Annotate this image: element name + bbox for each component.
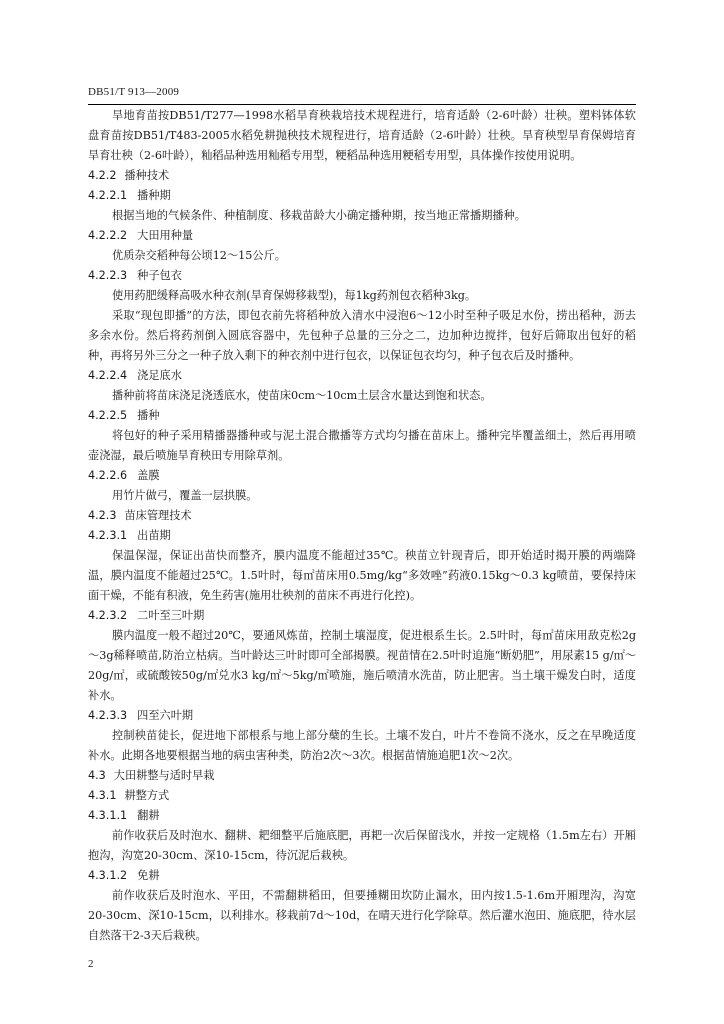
section-title: 种子包衣 [137, 269, 182, 282]
section-number: 4.3.1.1 [88, 809, 128, 822]
section-title: 播种技术 [124, 169, 170, 182]
section-number: 4.2.2.1 [88, 189, 128, 202]
section-number: 4.2.2.6 [88, 469, 128, 482]
section-number: 4.2.3.3 [88, 709, 128, 722]
paragraph: 根据当地的气候条件、种植制度、移栽苗龄大小确定播种期，按当地正常播期播种。 [112, 209, 526, 222]
section-heading [88, 226, 636, 246]
paragraph: 用竹片做弓，覆盖一层拱膜。 [112, 489, 258, 502]
section-title: 免耕 [137, 869, 160, 882]
section-title: 大田耕整与适时早栽 [113, 769, 215, 782]
section-heading [88, 406, 636, 426]
section-heading [88, 166, 636, 186]
section-number: 4.2.2 [88, 169, 117, 182]
section-title: 耕整方式 [124, 789, 170, 802]
paragraph: 前作收获后及时泡水、翻耕、耙细整平后施底肥，再耙一次后保留浅水，并按一定规格（1.5m左右）开厢抱沟，沟宽20-30cm、深10-15cm，待沉泥后栽秧。 [88, 829, 636, 862]
paragraph: 控制秧苗徒长，促进地下部根系与地上部分蘖的生长。土壤不发白，叶片不卷筒不浇水，反之在早晚适度补水。此期各地要根据当地的病虫害种类，防治2次～3次。根据苗情施追肥1次～2次。 [88, 729, 636, 762]
section-number: 4.2.2.2 [88, 229, 128, 242]
paragraph: 前作收获后及时泡水、平田，不需翻耕稻田，但要捶糊田坎防止漏水，田内按1.5-1.6m开厢理沟，沟宽20-30cm、深10-15cm，以利排水。移栽前7d～10d，在晴天进行化学除草。然后灌水泡田、施底肥，待水层自然落干2-3天后栽秧。 [88, 889, 636, 942]
section-number: 4.2.2.3 [88, 269, 128, 282]
section-number: 4.2.2.5 [88, 409, 128, 422]
paragraph: 采取“现包即播”的方法，即包衣前先将稻种放入清水中浸泡6～12小时至种子吸足水份，捞出稻种，沥去多余水份。然后将药剂倒入圆底容器中，先包种子总量的三分之二，边加种边搅拌，包好后筛取出包好的稻种，再将另外三分之一种子放入剩下的种衣剂中进行包衣，以保证包衣均匀，种子包衣后及时播种。 [88, 309, 636, 362]
paragraph: 膜内温度一般不超过20℃，要通风炼苗，控制土壤湿度，促进根系生长。2.5叶时，每㎡苗床用敌克松2g～3g稀释喷苗,防治立枯病。当叶龄达三叶时即可全部揭膜。视苗情在2.5叶时追施“断奶肥”，用尿素15 g/㎡～20g/㎡，或硫酸铵50g/㎡兑水3 kg/㎡～5kg/㎡喷施，施后喷清水洗苗，防止肥害。当土壤干燥发白时，适度补水。 [88, 629, 636, 702]
paragraph: 将包好的种子采用精播器播种或与泥土混合撒播等方式均匀播在苗床上。播种完毕覆盖细土，然后再用喷壶浇湿，最后喷施旱育秧田专用除草剂。 [88, 429, 636, 462]
section-title: 出苗期 [137, 529, 171, 542]
section-title: 浇足底水 [137, 369, 182, 382]
section-heading [88, 266, 636, 286]
section-number: 4.2.3.1 [88, 529, 128, 542]
paragraph: 优质杂交稻种每公顷12～15公斤。 [112, 249, 286, 262]
section-number: 4.3.1 [88, 789, 117, 802]
section-heading [88, 506, 636, 526]
header-rule [88, 104, 636, 105]
section-title: 播种期 [137, 189, 171, 202]
section-heading [88, 606, 636, 626]
section-title: 翻耕 [137, 809, 160, 822]
section-number: 4.3 [88, 769, 106, 782]
page-number: 2 [88, 958, 94, 970]
section-heading [88, 706, 636, 726]
section-heading [88, 786, 636, 806]
section-title: 大田用种量 [137, 229, 194, 242]
section-heading [88, 806, 636, 826]
section-heading [88, 466, 636, 486]
section-number: 4.2.3.2 [88, 609, 128, 622]
section-title: 四至六叶期 [137, 709, 194, 722]
section-heading [88, 366, 636, 386]
section-heading [88, 186, 636, 206]
section-heading [88, 866, 636, 886]
document-body [88, 106, 636, 946]
section-number: 4.2.2.4 [88, 369, 128, 382]
section-number: 4.3.1.2 [88, 869, 128, 882]
section-number: 4.2.3 [88, 509, 117, 522]
page-header: DB51/T 913—2009 [88, 86, 180, 98]
section-title: 盖膜 [137, 469, 160, 482]
paragraph: 保温保湿，保证出苗快而整齐，膜内温度不能超过35℃。秧苗立针现青后，即开始适时揭开膜的两端降温，膜内温度不能超过25℃。1.5叶时，每㎡苗床用0.5mg/kg“多效唑”药液0.15kg～0.3 kg喷苗，要保持床面干燥，不能有积液，免生药害(施用壮秧剂的苗床不再进行化控)。 [88, 549, 636, 602]
section-title: 苗床管理技术 [124, 509, 192, 522]
section-title: 播种 [137, 409, 160, 422]
section-title: 二叶至三叶期 [137, 609, 205, 622]
paragraph: 旱地育苗按DB51/T277—1998水稻旱育秧栽培技术规程进行，培育适龄（2-6叶龄）壮秧。塑料钵体软盘育苗按DB51/T483-2005水稻免耕抛秧技术规程进行，培育适龄（2-6叶龄）壮秧。旱育秧型旱育保姆培育旱育壮秧（2-6叶龄），籼稻品种选用籼稻专用型，粳稻品种选用粳稻专用型，具体操作按使用说明。 [88, 109, 636, 162]
paragraph: 播种前将苗床浇足浇透底水，使苗床0cm～10cm土层含水量达到饱和状态。 [112, 389, 492, 402]
section-heading [88, 766, 636, 786]
paragraph: 使用药肥缓释高吸水种衣剂(旱育保姆移栽型)，每1kg药剂包衣稻种3kg。 [112, 289, 477, 302]
section-heading [88, 526, 636, 546]
